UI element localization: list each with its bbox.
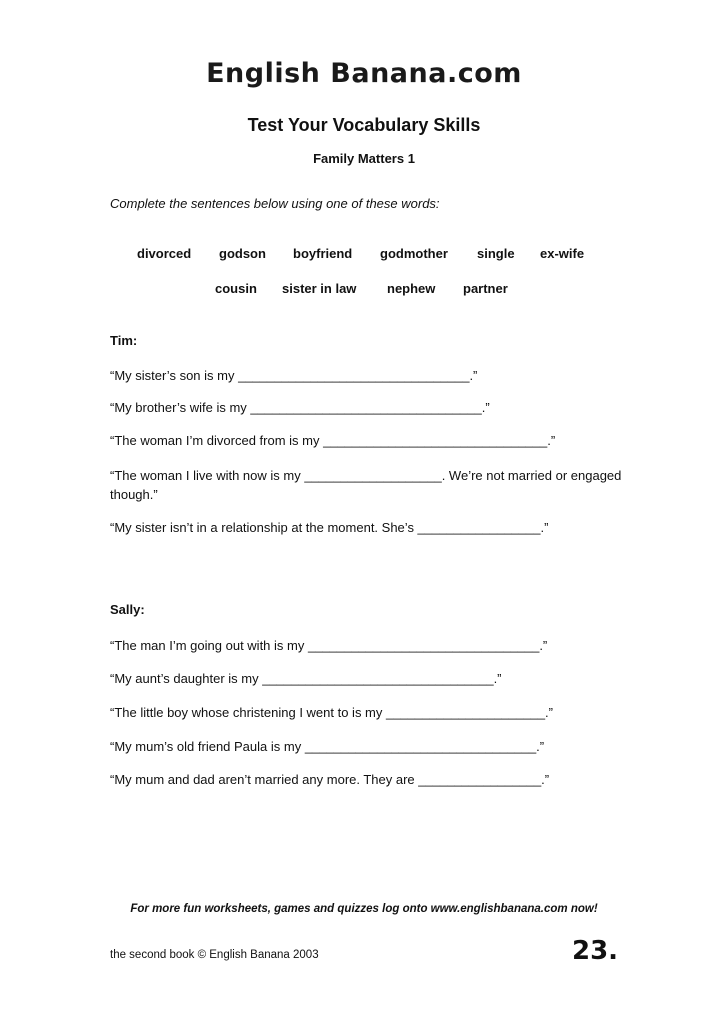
- word-bank-item: single: [477, 246, 515, 261]
- brand-logo: English Banana.com: [206, 58, 522, 89]
- sentence-item: “My brother’s wife is my ________________________________.”: [110, 400, 490, 415]
- sentence-item: “My sister’s son is my ________________________________.”: [110, 368, 478, 383]
- footer-promo: For more fun worksheets, games and quizzes log onto www.englishbanana.com now!: [130, 903, 598, 915]
- sentence-item: “The woman I’m divorced from is my _______________________________.”: [110, 433, 556, 448]
- word-bank-item: cousin: [215, 281, 257, 296]
- instructions: Complete the sentences below using one of these words:: [110, 196, 440, 211]
- word-bank-item: partner: [463, 281, 508, 296]
- section-speaker: Tim:: [110, 333, 138, 348]
- page-number: 23.: [572, 936, 619, 966]
- word-bank-item: divorced: [137, 246, 192, 261]
- page-subtitle: Family Matters 1: [313, 151, 415, 166]
- sentence-item: “My mum’s old friend Paula is my ________________________________.”: [110, 739, 545, 754]
- word-bank-item: sister in law: [282, 281, 357, 296]
- word-bank-item: godmother: [380, 246, 448, 261]
- word-bank-item: boyfriend: [293, 246, 353, 261]
- sentence-item: “My mum and dad aren’t married any more. They are _________________.”: [110, 772, 550, 787]
- sentence-item: “My sister isn’t in a relationship at the moment. She’s _________________.”: [110, 520, 549, 535]
- copyright-text: the second book © English Banana 2003: [110, 949, 319, 961]
- sentence-item: “The man I’m going out with is my ________________________________.”: [110, 638, 548, 653]
- sentence-item: “My aunt’s daughter is my ________________________________.”: [110, 671, 502, 686]
- word-bank-item: nephew: [387, 281, 436, 296]
- sentence-item: “The little boy whose christening I went to is my ______________________.”: [110, 705, 554, 720]
- section-speaker: Sally:: [110, 602, 145, 617]
- page-title: Test Your Vocabulary Skills: [247, 115, 481, 135]
- word-bank-item: godson: [219, 246, 266, 261]
- word-bank-item: ex-wife: [540, 246, 585, 261]
- sentence-item: “The woman I live with now is my ___________________. We’re not married or engaged though.”: [110, 468, 622, 502]
